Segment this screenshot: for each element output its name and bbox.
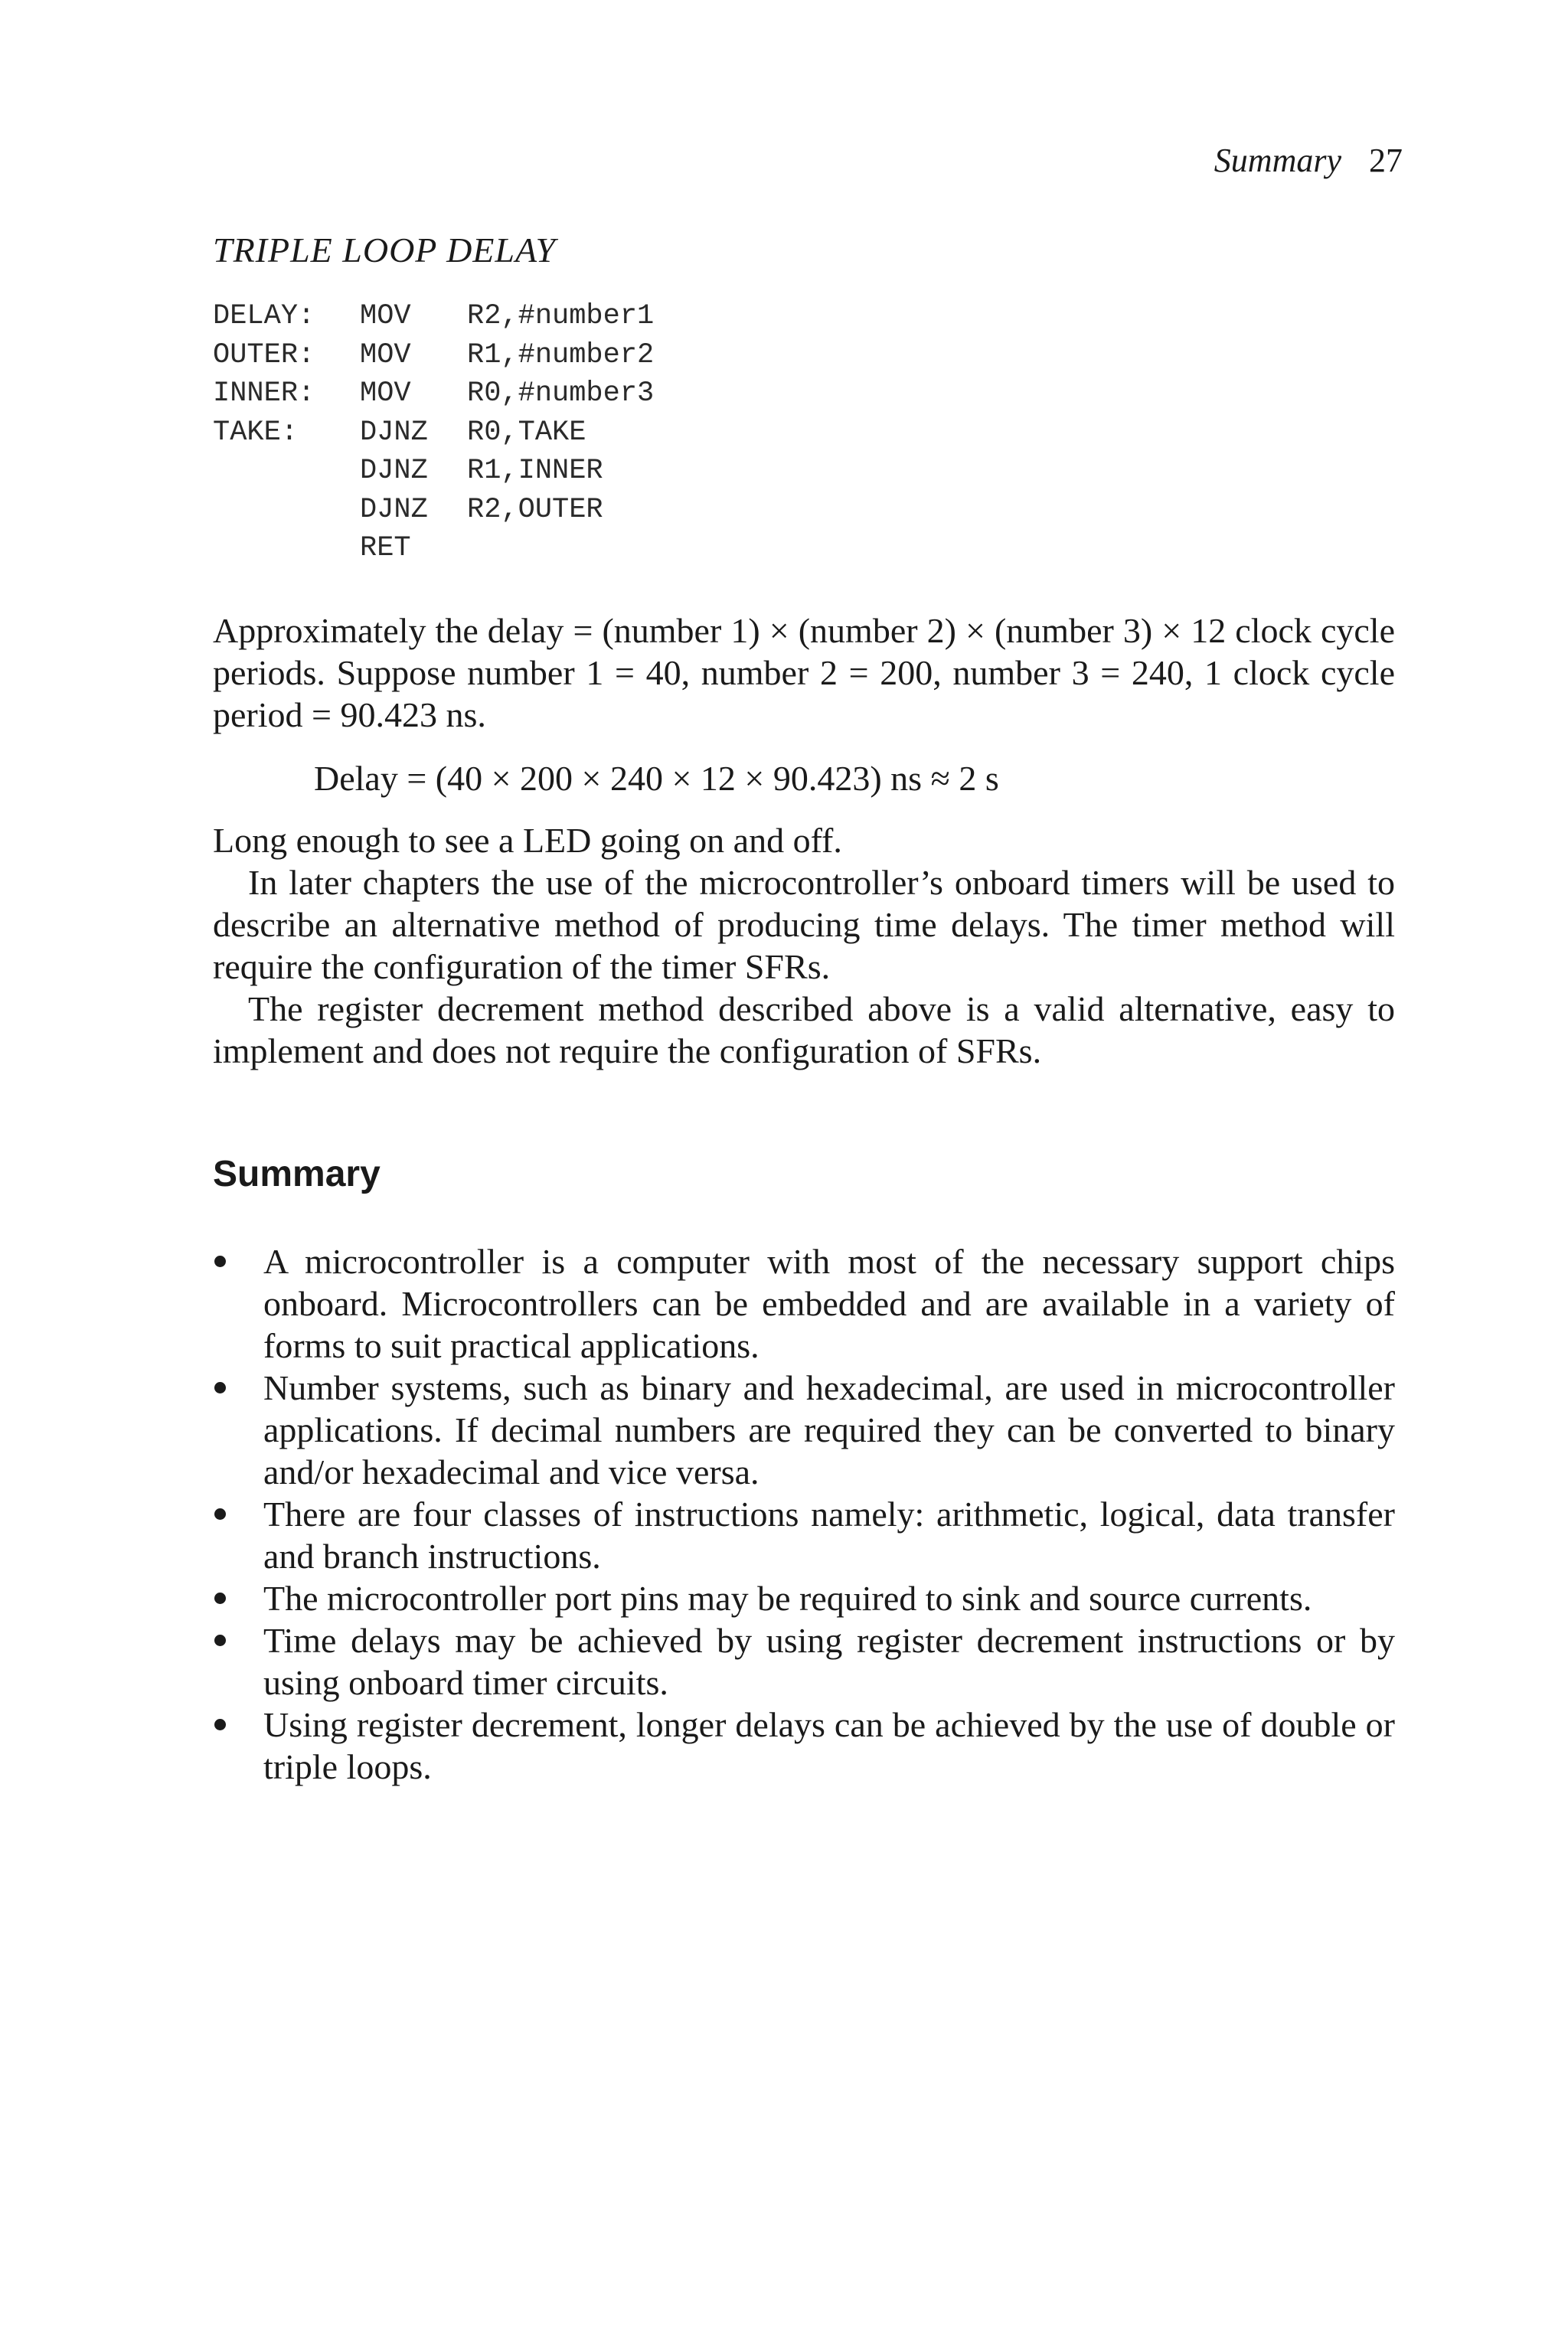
list-item bbox=[213, 1704, 1395, 1788]
code-opcode: MOV bbox=[360, 300, 411, 332]
list-item bbox=[213, 1577, 1395, 1619]
code-listing bbox=[213, 297, 654, 568]
list-item-text: A microcontroller is a computer with most of the necessary support chips onboard. Microcontrollers can be embedded and are available in a variety of forms to suit practical applications. bbox=[263, 1242, 1395, 1365]
list-item bbox=[213, 1493, 1395, 1577]
bullet-icon bbox=[214, 1256, 226, 1267]
code-line bbox=[213, 297, 654, 336]
list-item-text: Time delays may be achieved by using register decrement instructions or by using onboard timer circuits. bbox=[263, 1621, 1395, 1702]
code-line bbox=[213, 529, 654, 568]
body-paragraphs bbox=[213, 819, 1395, 1072]
code-line bbox=[213, 491, 654, 530]
code-opcode: DJNZ bbox=[360, 455, 428, 487]
running-header-title: Summary bbox=[1214, 142, 1341, 179]
paragraph-text: In later chapters the use of the microcontroller’s onboard timers will be used to describe an alternative method of producing time delays. The timer method will require the configuration of the timer SFRs. bbox=[213, 863, 1395, 986]
code-label: DELAY: bbox=[213, 300, 315, 332]
code-line bbox=[213, 374, 654, 413]
list-item bbox=[213, 1367, 1395, 1493]
code-label: OUTER: bbox=[213, 338, 315, 371]
bullet-icon bbox=[214, 1719, 226, 1730]
code-line bbox=[213, 452, 654, 491]
bullet-icon bbox=[214, 1382, 226, 1393]
list-item-text: Number systems, such as binary and hexadecimal, are used in microcontroller applications. If decimal numbers are required they can be converted to binary and/or hexadecimal and vice versa. bbox=[263, 1368, 1395, 1491]
delay-equation: Delay = (40 × 200 × 240 × 12 × 90.423) ns ≈ 2 s bbox=[314, 759, 999, 798]
list-item bbox=[213, 1240, 1395, 1367]
bullet-icon bbox=[214, 1593, 226, 1604]
code-line bbox=[213, 336, 654, 375]
code-opcode: DJNZ bbox=[360, 416, 428, 449]
code-line bbox=[213, 413, 654, 452]
paragraph-text: Approximately the delay = (number 1) × (number 2) × (number 3) × 12 clock cycle periods. Suppose number 1 = 40, number 2 = 200, number 3 = 240, 1 clock cycle period = 90.423 ns. bbox=[213, 611, 1395, 734]
paragraph-text: Long enough to see a LED going on and off. bbox=[213, 821, 842, 860]
page-number: 27 bbox=[1369, 142, 1403, 179]
running-header bbox=[1214, 139, 1403, 182]
code-operands: R1,INNER bbox=[467, 455, 603, 487]
code-opcode: MOV bbox=[360, 338, 411, 371]
list-item-text: There are four classes of instructions namely: arithmetic, logical, data transfer and branch instructions. bbox=[263, 1495, 1395, 1576]
code-opcode: MOV bbox=[360, 377, 411, 410]
code-label: TAKE: bbox=[213, 416, 299, 449]
code-opcode: DJNZ bbox=[360, 493, 428, 526]
bullet-icon bbox=[214, 1508, 226, 1520]
code-opcode: RET bbox=[360, 532, 411, 564]
code-operands: R0,#number3 bbox=[467, 377, 655, 410]
list-item-text: Using register decrement, longer delays can be achieved by the use of double or triple loops. bbox=[263, 1705, 1395, 1786]
section-heading: Summary bbox=[213, 1154, 381, 1194]
delay-explanation-paragraph bbox=[213, 609, 1395, 736]
list-item bbox=[213, 1619, 1395, 1704]
code-listing-title: TRIPLE LOOP DELAY bbox=[213, 230, 557, 270]
bullet-icon bbox=[214, 1635, 226, 1646]
code-operands: R0,TAKE bbox=[467, 416, 586, 449]
code-operands: R1,#number2 bbox=[467, 338, 655, 371]
summary-bullet-list bbox=[213, 1240, 1395, 1788]
list-item-text: The microcontroller port pins may be required to sink and source currents. bbox=[263, 1579, 1312, 1618]
code-operands: R2,#number1 bbox=[467, 300, 655, 332]
code-label: INNER: bbox=[213, 377, 315, 410]
paragraph-text: The register decrement method described above is a valid alternative, easy to implement and does not require the configuration of SFRs. bbox=[213, 989, 1395, 1070]
code-operands: R2,OUTER bbox=[467, 493, 603, 526]
